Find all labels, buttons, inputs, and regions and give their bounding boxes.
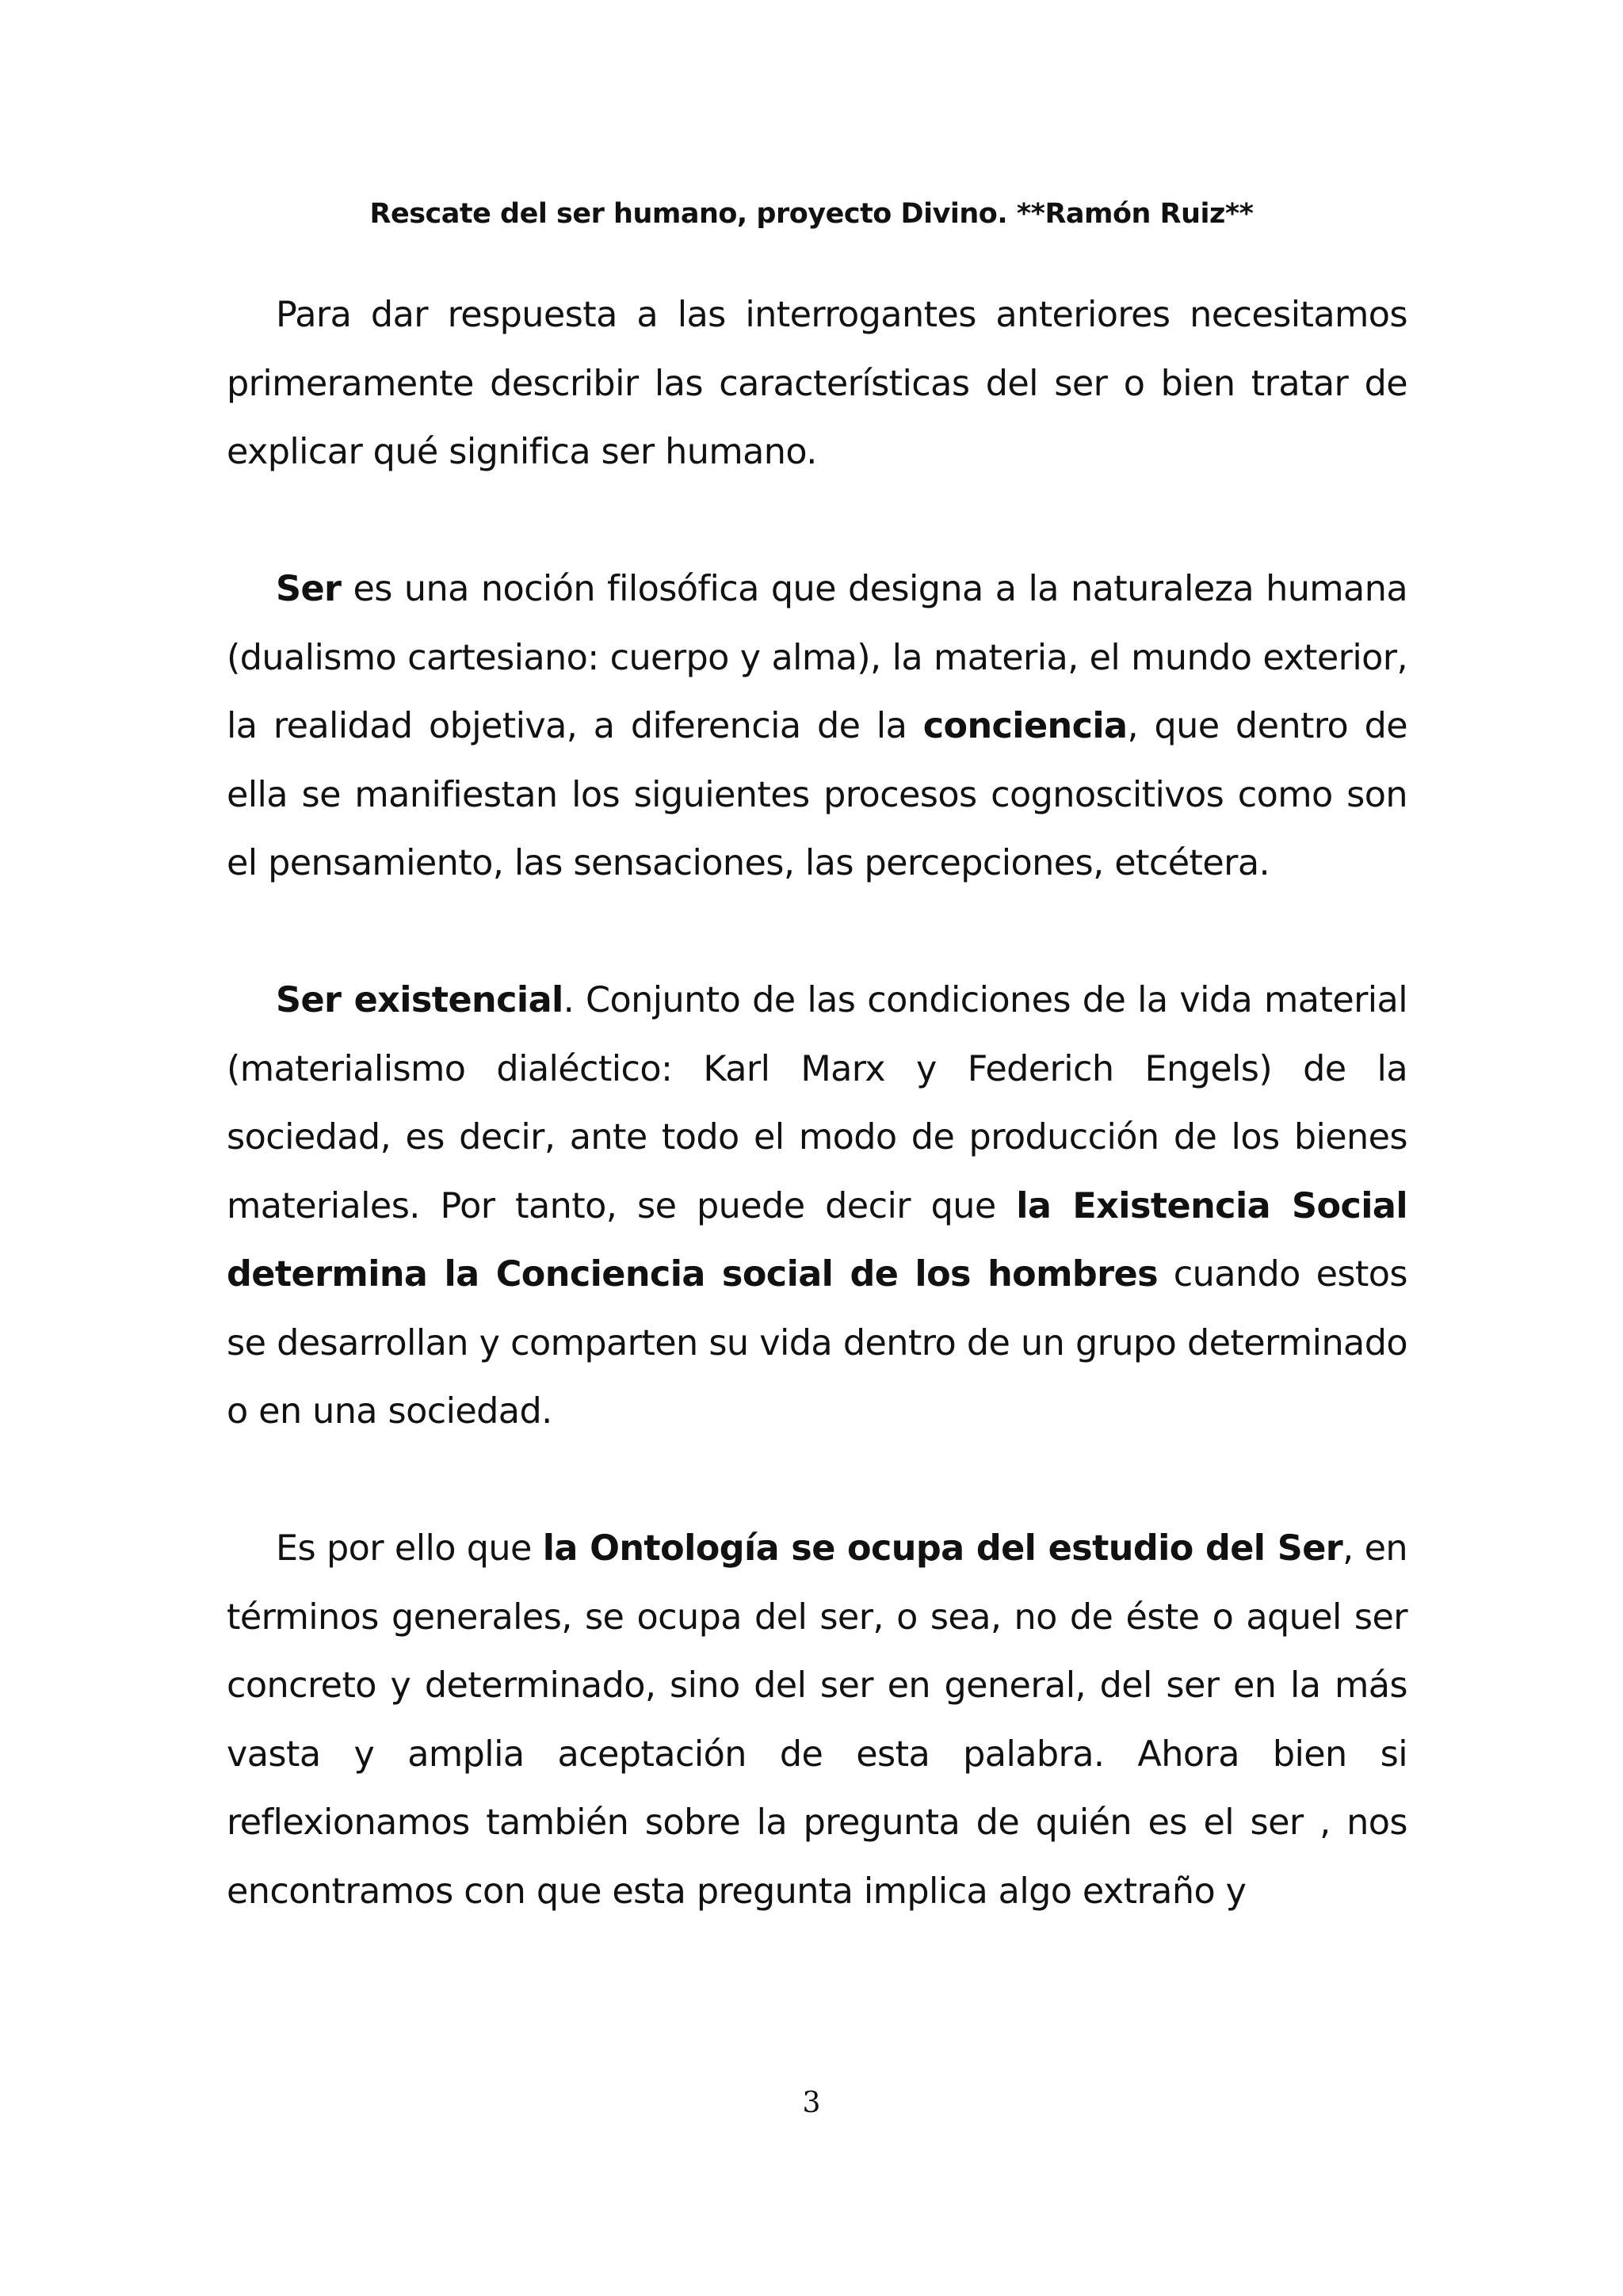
body-text — [227, 281, 1407, 1926]
paragraph-2 — [227, 555, 1407, 898]
paragraph-1 — [227, 281, 1407, 487]
page-header-title: Rescate del ser humano, proyecto Divino. **Ramón Ruiz** — [369, 198, 1254, 230]
text-segment: . Conjunto de las condiciones de la vida material (materialismo dialéctico: Karl Marx y Federich Engels) de la sociedad, es decir, ante todo el modo de producción de los bienes materiales. Por tanto, se puede decir que — [227, 980, 1407, 1226]
paragraph-3 — [227, 967, 1407, 1447]
paragraph-4 — [227, 1515, 1407, 1926]
text-segment: , que dentro de ella se manifiestan los siguientes procesos cognoscitivos como son el pensamiento, las sensaciones, las percepciones, etcétera. — [227, 706, 1408, 883]
text-segment: cuando estos se desarrollan y comparten su vida dentro de un grupo determinado o en una sociedad. — [227, 1254, 1407, 1432]
bold-term-conciencia: conciencia — [922, 706, 1128, 746]
text-segment: Es por ello que — [276, 1528, 543, 1569]
text-segment: es una noción filosófica que designa a la naturaleza humana (dualismo cartesiano: cuerpo y alma), la materia, el mundo exterior, la realidad objetiva, a diferencia de la — [227, 569, 1407, 746]
text-segment: Para dar respuesta a las interrogantes anteriores necesitamos primeramente describir las características del ser o bien tratar de explicar qué significa ser humano. — [227, 295, 1407, 472]
text-segment: , en términos generales, se ocupa del ser, o sea, no de éste o aquel ser concreto y determinado, sino del ser en general, del ser en la más vasta y amplia aceptación de esta palabra. Ahora bien si reflexionamos también sobre la pregunta de quién es el ser , nos encontramos con que esta pregunta implica algo extraño y — [227, 1528, 1407, 1912]
bold-term-ser: Ser — [276, 569, 342, 609]
bold-statement-existencia-social: la Existencia Social determina la Conciencia social de los hombres — [227, 1185, 1407, 1295]
page-number: 3 — [802, 2087, 821, 2119]
bold-statement-ontologia: la Ontología se ocupa del estudio del Ser — [542, 1528, 1343, 1569]
bold-term-ser-existencial: Ser existencial — [276, 980, 563, 1020]
